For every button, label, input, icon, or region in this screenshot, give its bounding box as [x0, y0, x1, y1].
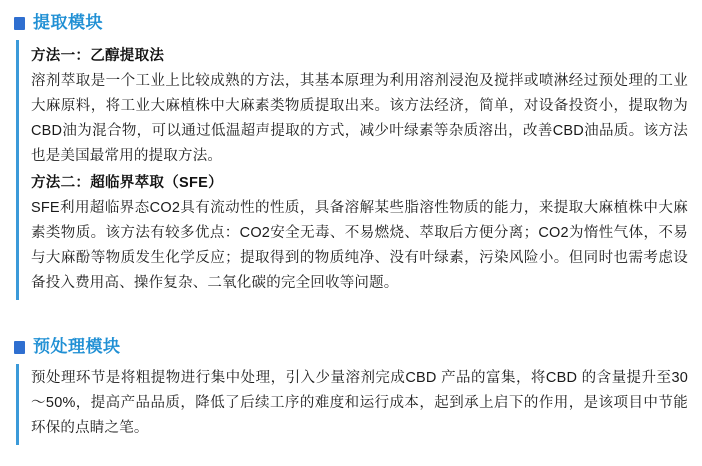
section-body-pretreatment	[16, 364, 688, 445]
section-heading-pretreatment	[14, 334, 688, 360]
heading-marker-icon	[14, 17, 25, 30]
section-title-extraction: 提取模块	[33, 13, 103, 32]
method-two-paragraph: SFE利用超临界态CO2具有流动性的性质，具备溶解某些脂溶性物质的能力，来提取大麻植株中大麻素类物质。该方法有较多优点：CO2安全无毒、不易燃烧、萃取后方便分离；CO2为惰性气体，不易与大麻酚等物质发生化学反应；提取得到的物质纯净、没有叶绿素，污染风险小。但同时也需考虑设备投入费用高、操作复杂、二氧化碳的完全回收等问题。	[31, 200, 688, 291]
section-spacer	[14, 300, 688, 334]
method-one-subtitle: 方法一：乙醇提取法	[31, 48, 165, 64]
method-one-paragraph: 溶剂萃取是一个工业上比较成熟的方法，其基本原理为利用溶剂浸泡及搅拌或喷淋经过预处理的工业大麻原料，将工业大麻植株中大麻素类物质提取出来。该方法经济，简单，对设备投资小，提取物为CBD油为混合物，可以通过低温超声提取的方式，减少叶绿素等杂质溶出，改善CBD油品质。该方法也是美国最常用的提取方法。	[31, 73, 688, 164]
pretreatment-paragraph: 预处理环节是将粗提物进行集中处理，引入少量溶剂完成CBD 产品的富集，将CBD 的含量提升至30～50%，提高产品品质，降低了后续工序的难度和运行成本，起到承上启下的作用，是该项目中节能环保的点睛之笔。	[31, 370, 688, 436]
heading-marker-icon	[14, 341, 25, 354]
method-two-subtitle: 方法二：超临界萃取（SFE）	[31, 175, 223, 191]
section-title-pretreatment: 预处理模块	[33, 337, 121, 356]
section-heading-extraction	[14, 10, 688, 36]
section-body-extraction	[16, 40, 688, 300]
